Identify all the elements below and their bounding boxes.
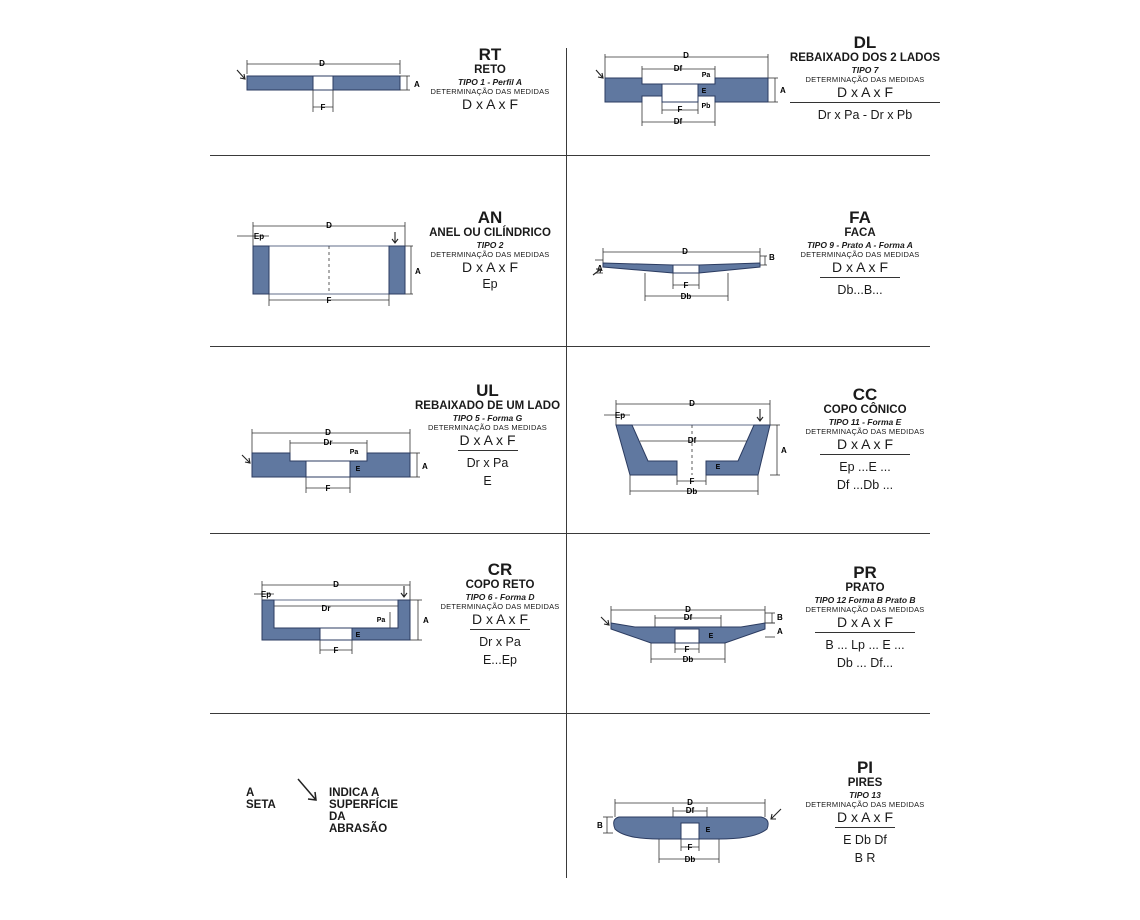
label-f: F: [677, 105, 683, 114]
label-a: A: [415, 267, 421, 276]
label-dr: Dr: [321, 604, 331, 613]
label-pb: Pb: [701, 103, 711, 110]
bore: [313, 76, 333, 90]
ul-diagram: [232, 425, 432, 505]
label-e: E: [355, 632, 361, 639]
abrasion-arrow-icon: [757, 409, 763, 421]
label-d: D: [689, 399, 695, 408]
tipo-an: TIPO 2: [476, 240, 504, 250]
label-e: E: [355, 466, 361, 473]
label-e: E: [705, 827, 711, 834]
tipo-pi: TIPO 13: [849, 790, 881, 800]
name-cc: COPO CÔNICO: [823, 404, 907, 416]
label-pa: Pa: [701, 72, 711, 79]
formula-divider: [815, 632, 915, 633]
label-b: B: [769, 253, 775, 262]
formula-divider: [470, 629, 530, 630]
name-cr: COPO RETO: [465, 579, 535, 591]
abrasion-arrow-icon: [596, 70, 603, 78]
name-ul: REBAIXADO DE UM LADO: [414, 400, 561, 412]
formula-an: D x A x F: [461, 259, 518, 275]
det-dl: DETERMINAÇÃO DAS MEDIDAS: [805, 75, 925, 84]
row-divider-4: [210, 713, 930, 714]
name-dl: REBAIXADO DOS 2 LADOS: [789, 52, 941, 64]
label-a: A: [781, 446, 787, 455]
label-f: F: [325, 484, 331, 493]
wheel-body: [616, 425, 677, 475]
code-cc: CC: [852, 385, 878, 404]
abrasion-arrow-icon: [401, 586, 407, 597]
label-f: F: [320, 103, 326, 112]
extra-cc-2: Df ...Db ...: [836, 478, 894, 492]
formula-cr: D x A x F: [471, 611, 528, 627]
label-a: A: [423, 616, 429, 625]
extra-pr-2: Db ... Df...: [836, 656, 894, 670]
code-dl: DL: [853, 33, 877, 52]
legend-left-text: A SETA: [246, 787, 276, 811]
extra-an-1: Ep: [482, 277, 498, 291]
tipo-fa: TIPO 9 - Prato A - Forma A: [807, 240, 913, 250]
label-d: D: [682, 247, 688, 256]
det-cr: DETERMINAÇÃO DAS MEDIDAS: [440, 602, 560, 611]
label-f: F: [687, 843, 693, 852]
legend-right-text: INDICA A SUPERFÍCIE DA ABRASÃO: [329, 787, 399, 835]
tipo-ul: TIPO 5 - Forma G: [452, 413, 523, 423]
det-fa: DETERMINAÇÃO DAS MEDIDAS: [800, 250, 920, 259]
label-d: D: [326, 221, 332, 230]
abrasion-arrow-icon: [237, 70, 245, 79]
label-f: F: [683, 281, 689, 290]
bore: [320, 628, 352, 640]
dl-diagram: [590, 48, 790, 138]
label-f: F: [333, 646, 339, 655]
name-pi: PIRES: [847, 777, 883, 789]
extra-cc-1: Ep ...E ...: [839, 460, 891, 474]
tipo-dl: TIPO 7: [851, 65, 879, 75]
label-ep: Ep: [614, 411, 626, 420]
formula-rt: D x A x F: [461, 96, 518, 112]
name-an: ANEL OU CILÍNDRICO: [429, 227, 551, 239]
wall-left: [253, 246, 269, 294]
formula-divider: [458, 450, 518, 451]
abrasion-arrow-icon: [242, 455, 250, 463]
pr-diagram: [595, 603, 795, 673]
det-cc: DETERMINAÇÃO DAS MEDIDAS: [805, 427, 925, 436]
label-db: Db: [686, 487, 698, 496]
formula-pi: D x A x F: [836, 809, 893, 825]
row-divider-2: [210, 346, 930, 347]
formula-divider: [835, 827, 895, 828]
label-df-top: Df: [673, 64, 683, 73]
code-rt: RT: [478, 45, 502, 64]
label-db: Db: [684, 855, 696, 864]
formula-pr: D x A x F: [836, 614, 893, 630]
code-cr: CR: [487, 560, 513, 579]
label-f: F: [689, 477, 695, 486]
extra-ul-1: Dr x Pa: [466, 456, 509, 470]
rt-diagram: [220, 50, 420, 140]
cc-diagram: [600, 395, 800, 505]
label-a: A: [777, 627, 783, 636]
label-db: Db: [680, 292, 692, 301]
det-ul: DETERMINAÇÃO DAS MEDIDAS: [428, 423, 547, 432]
label-db: Db: [682, 655, 694, 664]
label-pa: Pa: [376, 617, 386, 624]
extra-pr-1: B ... Lp ... E ...: [825, 638, 905, 652]
name-rt: RETO: [474, 64, 506, 76]
label-e: E: [715, 464, 721, 471]
bore: [662, 84, 698, 102]
extra-pi-2: B R: [854, 851, 876, 865]
label-a: A: [597, 264, 603, 273]
name-fa: FACA: [844, 227, 876, 239]
label-d: D: [333, 580, 339, 589]
code-pr: PR: [853, 563, 877, 582]
row-divider-1: [210, 155, 930, 156]
formula-divider: [820, 454, 910, 455]
formula-fa: D x A x F: [831, 259, 888, 275]
cr-diagram: [250, 578, 450, 678]
tipo-pr: TIPO 12 Forma B Prato B: [814, 595, 916, 605]
bore: [306, 461, 350, 477]
code-an: AN: [477, 208, 503, 227]
label-b: B: [777, 613, 783, 622]
det-pi: DETERMINAÇÃO DAS MEDIDAS: [805, 800, 925, 809]
code-ul: UL: [476, 381, 499, 400]
det-pr: DETERMINAÇÃO DAS MEDIDAS: [805, 605, 925, 614]
extra-pi-1: E Db Df: [843, 833, 887, 847]
formula-divider: [790, 102, 940, 103]
extra-dl-1: Dr x Pa - Dr x Pb: [817, 108, 913, 122]
pi-diagram: [595, 795, 795, 885]
label-f: F: [326, 296, 332, 305]
extra-cr-1: Dr x Pa: [479, 635, 521, 649]
label-df: Df: [685, 806, 695, 815]
det-an: DETERMINAÇÃO DAS MEDIDAS: [430, 250, 550, 259]
label-dr: Dr: [323, 438, 333, 447]
label-f: F: [684, 645, 690, 654]
label-a: A: [780, 86, 786, 95]
abrasion-arrow-icon: [601, 617, 609, 625]
extra-ul-2: E: [483, 474, 492, 488]
extra-cr-2: E...Ep: [482, 653, 518, 667]
formula-ul: D x A x F: [459, 432, 516, 448]
bore: [681, 823, 699, 839]
row-divider-3: [210, 533, 930, 534]
formula-dl: D x A x F: [836, 84, 893, 100]
label-ep: Ep: [253, 232, 265, 241]
abrasion-arrow-icon: [392, 232, 398, 243]
label-d: D: [319, 59, 325, 68]
label-a: A: [414, 80, 420, 89]
abrasion-arrow-icon: [771, 809, 781, 819]
label-d: D: [687, 798, 693, 807]
label-df: Df: [687, 436, 697, 445]
an-diagram: [235, 218, 435, 318]
wall-right: [389, 246, 405, 294]
label-a: A: [422, 462, 428, 471]
name-pr: PRATO: [845, 582, 885, 594]
tipo-rt: TIPO 1 - Perfil A: [458, 77, 522, 87]
label-pa: Pa: [349, 449, 359, 456]
label-d: D: [325, 428, 331, 437]
label-d: D: [683, 51, 689, 60]
formula-cc: D x A x F: [836, 436, 893, 452]
fa-diagram: [585, 245, 785, 315]
det-rt: DETERMINAÇÃO DAS MEDIDAS: [430, 87, 550, 96]
tipo-cr: TIPO 6 - Forma D: [465, 592, 535, 602]
diagonal-arrow-icon: [294, 776, 324, 806]
code-pi: PI: [856, 758, 874, 777]
tipo-cc: TIPO 11 - Forma E: [828, 417, 902, 427]
bore: [673, 265, 699, 273]
label-e: E: [708, 633, 714, 640]
extra-fa-1: Db...B...: [837, 283, 883, 297]
code-fa: FA: [849, 208, 871, 227]
label-df: Df: [683, 613, 693, 622]
label-b: B: [597, 821, 603, 830]
label-df-bottom: Df: [673, 117, 683, 126]
column-divider: [566, 48, 567, 878]
label-ep: Ep: [260, 590, 272, 599]
label-e: E: [701, 88, 707, 95]
bore: [675, 629, 699, 643]
label-d: D: [685, 605, 691, 614]
formula-divider: [820, 277, 900, 278]
